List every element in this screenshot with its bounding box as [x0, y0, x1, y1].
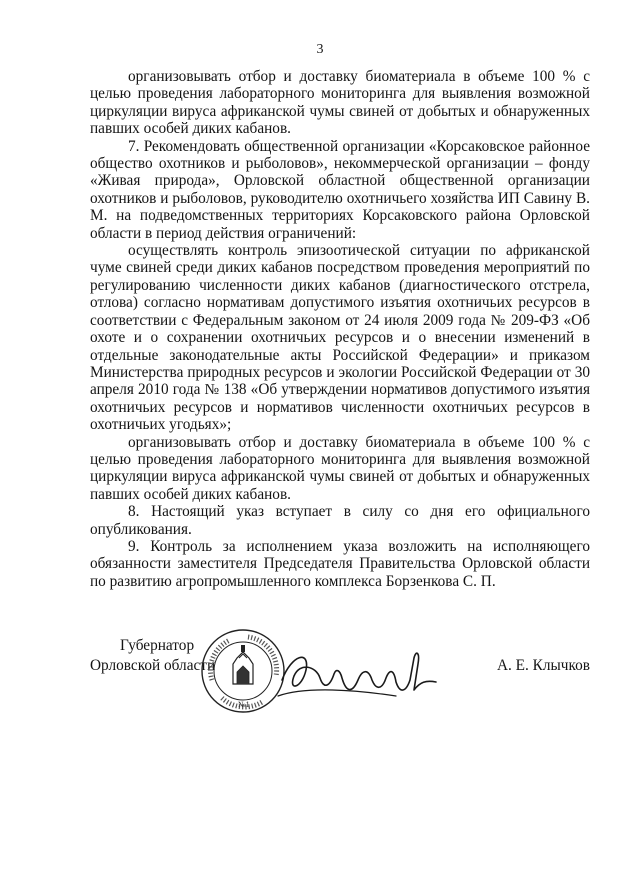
paragraph-item-9: 9. Контроль за исполнением указа возложить на исполняющего обязанности заместителя Председателя Правительства Орловской области по развитию агропромышленного комплекса Борзенкова С. П. [90, 537, 590, 590]
signatory-name: А. Е. Клычков [496, 657, 590, 674]
handwritten-signature [276, 640, 446, 706]
svg-text:№1: №1 [238, 700, 250, 709]
official-seal [200, 628, 286, 714]
paragraph-epizootic-control: осуществлять контроль эпизоотической ситуации по африканской чуме свиней среди диких кабанов посредством проведения мероприятий по регулированию численности диких кабанов (диагностического отстрела, отлова) согласно нормативам допустимого изъятия охотничьих ресурсов в соответствии с Федеральным законом от 24 июля 2009 года № 209-ФЗ «Об охоте и о сохранении охотничьих ресурсов и о внесении изменений в отдельные законодательные акты Российской Федерации» и приказом Министерства природных ресурсов и экологии Российской Федерации от 30 апреля 2010 года № 138 «Об утверждении нормативов допустимого изъятия охотничьих ресурсов и нормативов численности охотничьих ресурсов в охотничьих угодьях»; [90, 242, 590, 434]
signatory-title-line-2: Орловской области [90, 657, 216, 674]
signatory-title-line-1: Губернатор [120, 637, 195, 654]
signature-block [90, 628, 590, 718]
page-number: 3 [316, 42, 324, 57]
paragraph-item-7: 7. Рекомендовать общественной организации «Корсаковское районное общество охотников и рыболовов», некоммерческой организации – фонду «Живая природа», Орловской областной общественной организации охотников и рыболовов, руководителю охотничьего хозяйства ИП Савину В. М. на подведомственных территориях Корсаковского района Орловской области в период действия ограничений: [90, 137, 590, 242]
document-body [90, 68, 590, 590]
paragraph-biomaterial-1: организовывать отбор и доставку биоматериала в объеме 100 % с целью проведения лабораторного мониторинга для выявления возможной циркуляции вируса африканской чумы свиней от добытых и обнаруженных павших особей диких кабанов. [90, 68, 590, 138]
paragraph-biomaterial-2: организовывать отбор и доставку биоматериала в объеме 100 % с целью проведения лабораторного мониторинга для выявления возможной циркуляции вируса африканской чумы свиней от добытых и обнаруженных павших особей диких кабанов. [90, 433, 590, 503]
paragraph-item-8: 8. Настоящий указ вступает в силу со дня его официального опубликования. [90, 503, 590, 538]
